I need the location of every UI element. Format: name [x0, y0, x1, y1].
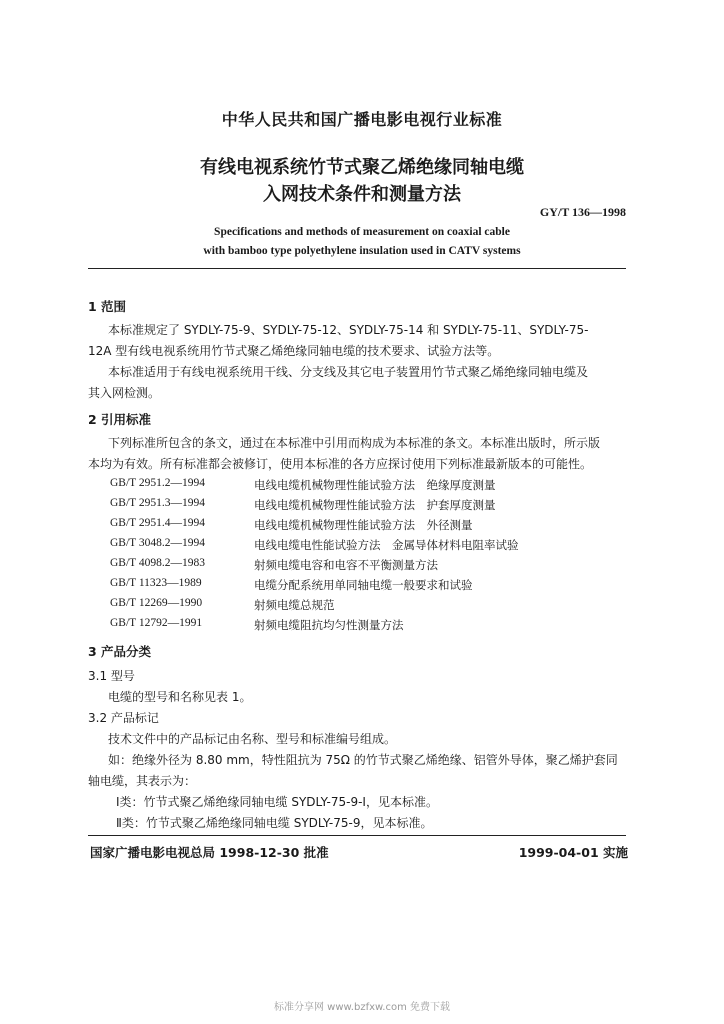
section-3-1-heading: 3.1 型号: [88, 669, 135, 683]
english-title-line2: with bamboo type polyethylene insulation used in CATV systems: [203, 245, 521, 257]
document-title-line2: 入网技术条件和测量方法: [263, 184, 461, 205]
reference-code: GB/T 4098.2—1983: [110, 557, 205, 569]
watermark-text: 标准分享网 www.bzfxw.com 免费下载: [274, 1002, 450, 1013]
reference-title: 射频电缆电容和电容不平衡测量方法: [254, 558, 438, 572]
reference-title: 电缆分配系统用单同轴电缆一般要求和试验: [254, 578, 473, 592]
section-3-2-paragraph-1: 技术文件中的产品标记由名称、型号和标准编号组成。: [108, 732, 397, 746]
english-title-line1: Specifications and methods of measurement on coaxial cable: [214, 226, 510, 238]
section-3-2-paragraph-2-line2: 轴电缆，其表示为：: [88, 774, 197, 788]
reference-title: 电线电缆电性能试验方法 金属导体材料电阻率试验: [254, 538, 519, 552]
section-1-paragraph-2-line2: 其入网检测。: [88, 386, 161, 400]
header-divider: [88, 268, 626, 269]
reference-code: GB/T 12792—1991: [110, 617, 203, 629]
section-1-paragraph-1-line2: 12A 型有线电视系统用竹节式聚乙烯绝缘同轴电缆的技术要求、试验方法等。: [88, 344, 500, 358]
implementation-date: 1999-04-01 实施: [518, 845, 628, 860]
footer-divider: [88, 835, 626, 836]
section-2-paragraph-line2: 本均为有效。所有标准都会被修订，使用本标准的各方应探讨使用下列标准最新版本的可能性。: [88, 457, 593, 471]
section-3-1-paragraph: 电缆的型号和名称见表 1。: [108, 690, 252, 704]
section-2-heading: 2 引用标准: [88, 412, 152, 427]
product-mark-example-1: Ⅰ类：竹节式聚乙烯绝缘同轴电缆 SYDLY-75-9-Ⅰ，见本标准。: [116, 795, 438, 809]
approval-date: 国家广播电影电视总局 1998-12-30 批准: [90, 845, 329, 860]
reference-code: GB/T 3048.2—1994: [110, 537, 205, 549]
reference-code: GB/T 12269—1990: [110, 597, 203, 609]
document-title-line1: 有线电视系统竹节式聚乙烯绝缘同轴电缆: [200, 157, 524, 178]
section-1-heading: 1 范围: [88, 299, 127, 314]
section-3-heading: 3 产品分类: [88, 644, 152, 659]
section-1-paragraph-1-line1: 本标准规定了 SYDLY-75-9、SYDLY-75-12、SYDLY-75-14 和 SYDLY-75-11、SYDLY-75-: [108, 323, 589, 337]
section-3-2-heading: 3.2 产品标记: [88, 711, 159, 725]
standard-code: GY/T 136—1998: [539, 205, 626, 219]
industry-standard-heading: 中华人民共和国广播电影电视行业标准: [221, 110, 503, 129]
section-2-paragraph-line1: 下列标准所包含的条文，通过在本标准中引用而构成为本标准的条文。本标准出版时，所示版: [108, 436, 601, 450]
reference-title: 射频电缆阻抗均匀性测量方法: [254, 618, 404, 632]
section-3-2-paragraph-2-line1: 如：绝缘外径为 8.80 mm，特性阻抗为 75Ω 的竹节式聚乙烯绝缘、铝管外导体，聚乙烯护套同: [108, 753, 618, 767]
reference-title: 电线电缆机械物理性能试验方法 外径测量: [254, 518, 473, 532]
reference-code: GB/T 11323—1989: [110, 577, 202, 589]
reference-title: 电线电缆机械物理性能试验方法 绝缘厚度测量: [254, 478, 496, 492]
reference-code: GB/T 2951.3—1994: [110, 497, 205, 509]
reference-title: 电线电缆机械物理性能试验方法 护套厚度测量: [254, 498, 496, 512]
reference-title: 射频电缆总规范: [254, 598, 335, 612]
reference-code: GB/T 2951.2—1994: [110, 477, 205, 489]
product-mark-example-2: Ⅱ类：竹节式聚乙烯绝缘同轴电缆 SYDLY-75-9，见本标准。: [116, 816, 433, 830]
reference-code: GB/T 2951.4—1994: [110, 517, 205, 529]
section-1-paragraph-2-line1: 本标准适用于有线电视系统用干线、分支线及其它电子装置用竹节式聚乙烯绝缘同轴电缆及: [108, 365, 589, 379]
